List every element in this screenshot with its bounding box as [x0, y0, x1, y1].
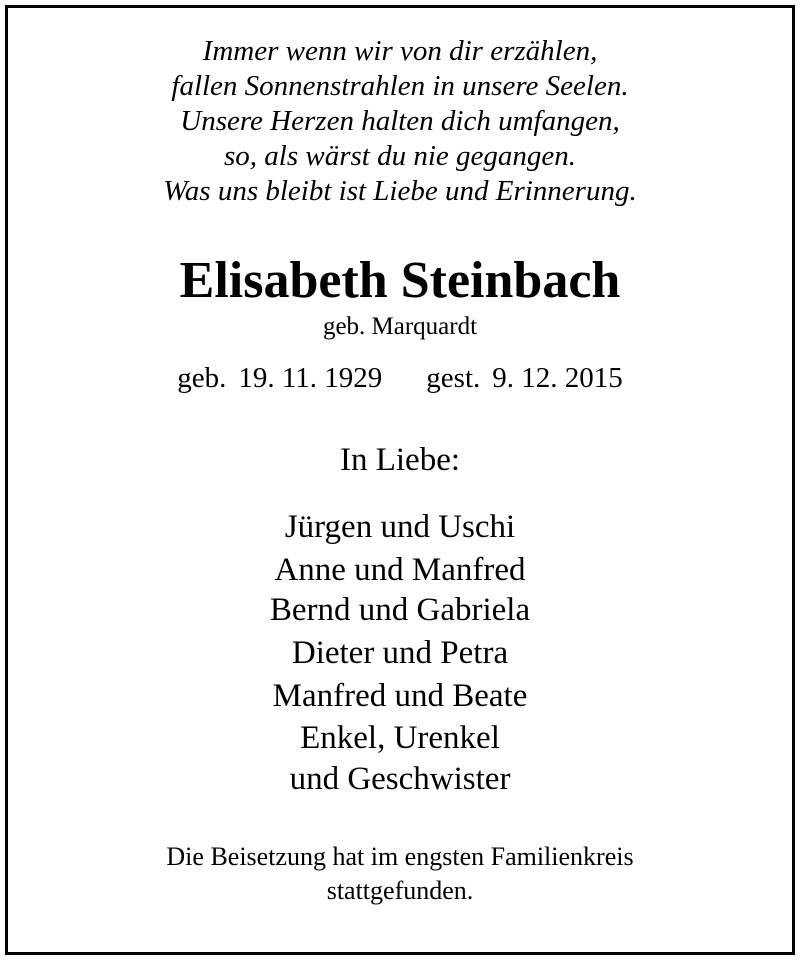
mourner-name: Enkel, Urenkel: [300, 720, 500, 756]
maiden-name: geb. Marquardt: [322, 313, 478, 340]
mourner-name: Bernd und Gabriela: [269, 592, 531, 628]
notice-line: stattgefunden.: [326, 876, 474, 905]
born-date: 19. 11. 1929: [238, 362, 383, 394]
poem-line: so, als wärst du nie gegangen.: [223, 140, 577, 172]
poem-line: Immer wenn wir von dir erzählen,: [202, 35, 598, 67]
poem-line: Unsere Herzen halten dich umfangen,: [180, 105, 620, 137]
died-date: 9. 12. 2015: [492, 362, 623, 394]
mourners-heading: In Liebe:: [339, 442, 461, 478]
deceased-name: Elisabeth Steinbach: [179, 252, 621, 309]
notice-line: Die Beisetzung hat im engsten Familienkreis: [166, 842, 634, 871]
died-label: gest.: [426, 362, 481, 394]
mourner-name: Manfred und Beate: [272, 678, 528, 714]
life-dates: [0, 361, 800, 395]
poem-line: Was uns bleibt ist Liebe und Erinnerung.: [163, 175, 637, 207]
mourner-name: Dieter und Petra: [291, 635, 509, 671]
mourner-name: Anne und Manfred: [274, 552, 526, 588]
poem-line: fallen Sonnenstrahlen in unsere Seelen.: [171, 70, 629, 102]
born-label: geb.: [177, 362, 227, 394]
mourner-name: und Geschwister: [289, 761, 511, 797]
mourner-name: Jürgen und Uschi: [284, 509, 516, 545]
